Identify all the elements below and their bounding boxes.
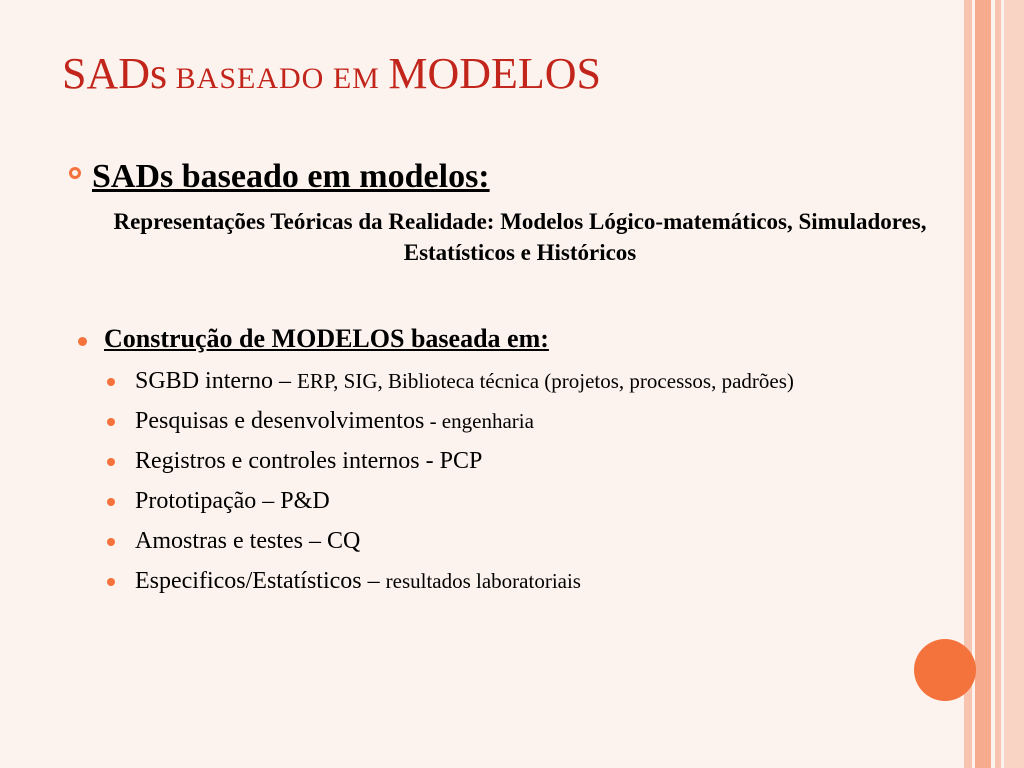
decorative-circle (914, 639, 976, 701)
title-main: SADs (62, 49, 168, 98)
bullet-dot-icon (107, 498, 115, 506)
bullet-dot-icon (107, 378, 115, 386)
item-detail: resultados laboratoriais (385, 569, 581, 593)
bullet-dot-icon (78, 337, 87, 346)
bullet-dot-icon (107, 538, 115, 546)
title-small-caps: BASEADO EM (167, 62, 389, 95)
bullet-dot-icon (107, 578, 115, 586)
list-item (105, 486, 935, 516)
ring-bullet-icon (69, 167, 81, 179)
item-main: SGBD interno – (135, 368, 297, 394)
list-item (105, 406, 935, 436)
item-main: Prototipação – P&D (135, 488, 330, 514)
decorative-stripes (964, 0, 1024, 768)
item-main: Pesquisas e desenvolvimentos (135, 408, 425, 434)
bullet-dot-icon (107, 418, 115, 426)
section-heading: SADs baseado em modelos: (92, 158, 490, 195)
list-item (105, 526, 935, 556)
list-item (105, 566, 935, 596)
title-end: MODELOS (388, 49, 602, 98)
construction-list (105, 366, 935, 606)
item-main: Registros e controles internos - PCP (135, 448, 483, 474)
bullet-dot-icon (107, 458, 115, 466)
list-item (105, 446, 935, 476)
item-detail: ERP, SIG, Biblioteca técnica (projetos, processos, padrões) (297, 369, 794, 393)
item-main: Especificos/Estatísticos – (135, 568, 386, 594)
models-description: Representações Teóricas da Realidade: Modelos Lógico-matemáticos, Simuladores, Estatísticos e Históricos (113, 209, 927, 265)
construction-heading: Construção de MODELOS baseada em: (104, 324, 549, 353)
item-detail: - engenharia (424, 409, 534, 433)
slide-title (62, 49, 602, 98)
item-main: Amostras e testes – CQ (135, 528, 361, 554)
list-item (105, 366, 935, 396)
